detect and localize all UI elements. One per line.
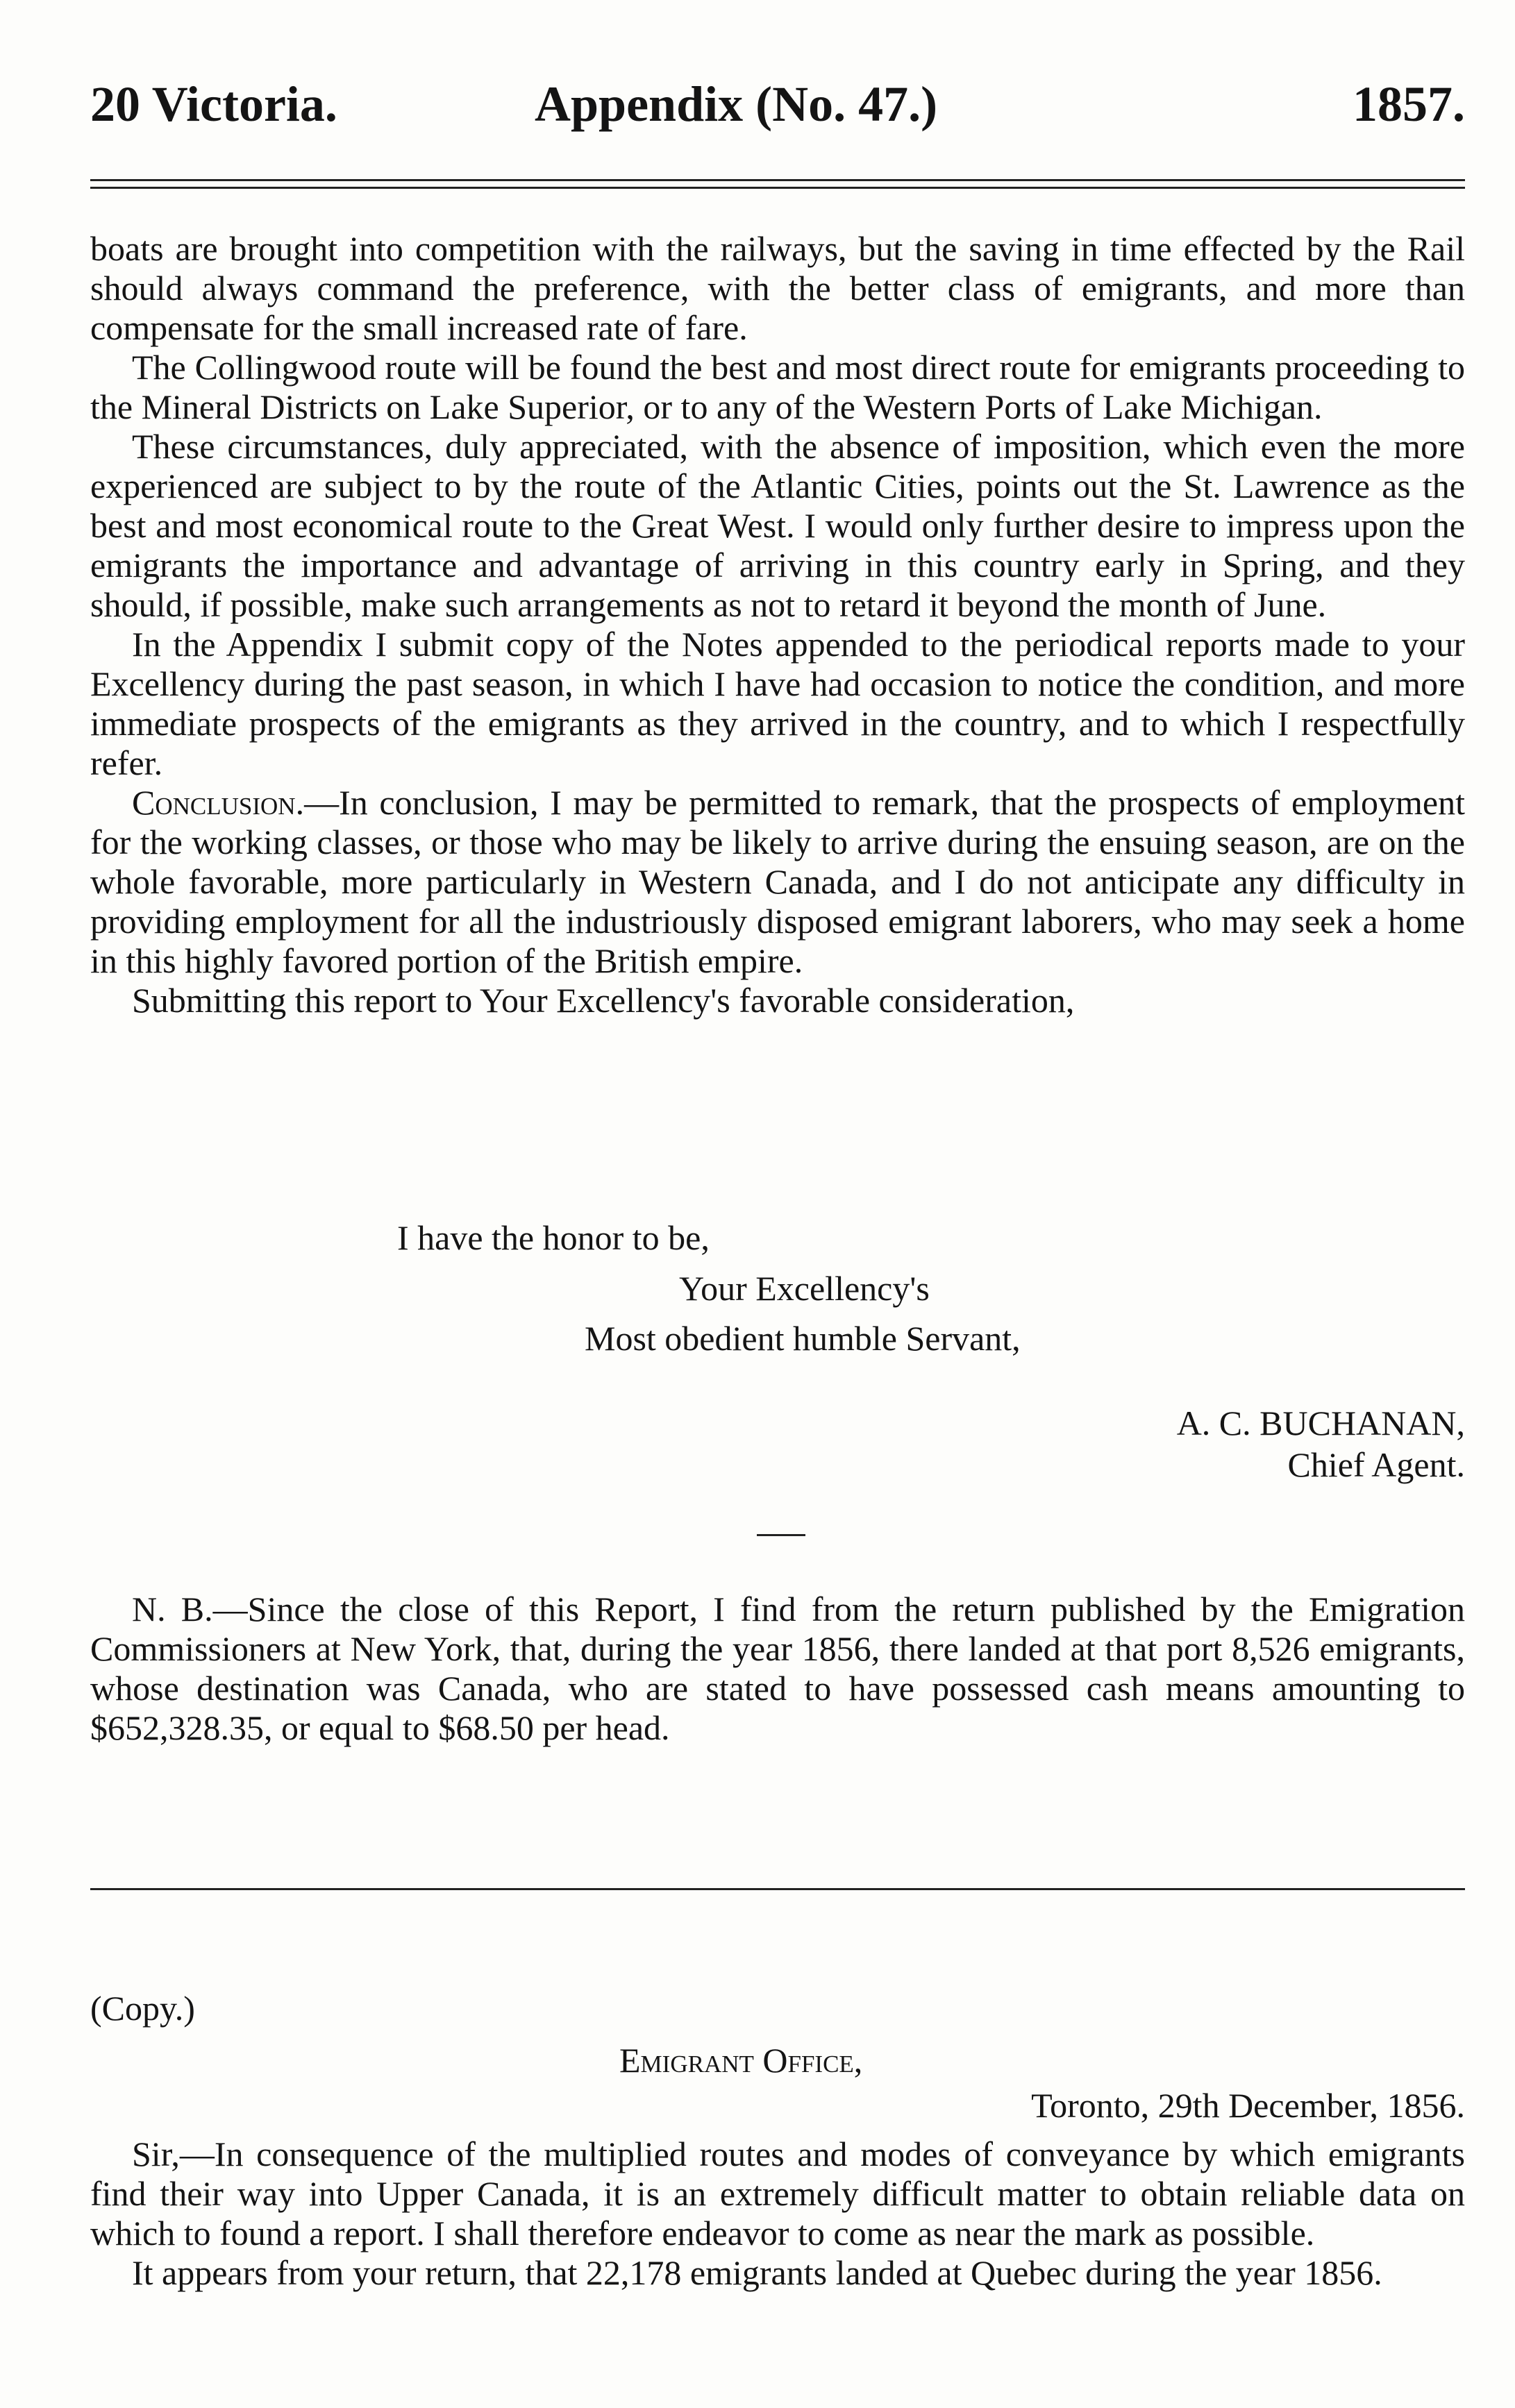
header-appendix: Appendix (No. 47.) bbox=[535, 76, 938, 132]
nb-paragraph: N. B.—Since the close of this Report, I find from the return published by the Emigration Commissioners at New York, that, during the year 1856, there landed at that port 8,526 emigrants, whose destination was Canada, who are stated to have possessed cash means amounting to $652,328.35, or equal to $68.50 per head. bbox=[90, 1590, 1465, 1747]
signature-name: A. C. BUCHANAN, bbox=[1176, 1404, 1465, 1442]
office-heading: Emigrant Office, bbox=[619, 2041, 863, 2080]
conclusion-heading: Conclusion. bbox=[132, 783, 305, 822]
paragraph-submitting: Submitting this report to Your Excellency's favorable consideration, bbox=[132, 981, 1075, 1020]
office-place-date: Toronto, 29th December, 1856. bbox=[1031, 2086, 1465, 2125]
header-year: 1857. bbox=[1353, 76, 1465, 132]
header-double-rule bbox=[90, 179, 1465, 189]
section-divider-rule bbox=[90, 1888, 1465, 1890]
nota-bene bbox=[90, 1590, 1465, 1748]
paragraph-conclusion bbox=[90, 783, 1465, 981]
letter-paragraph-2: It appears from your return, that 22,178 emigrants landed at Quebec during the year 1856. bbox=[132, 2253, 1382, 2292]
paragraph-appendix-notes: In the Appendix I submit copy of the Notes appended to the periodical reports made to your Excellency during the past season, in which I have had occasion to notice the condition, and more immediate prospects of the emigrants as they arrived in the country, and to which I respectfully refer. bbox=[90, 625, 1465, 782]
letter-body bbox=[90, 2135, 1465, 2293]
paragraph-rail-preference: boats are brought into competition with the railways, but the saving in time effected by the Rail should always command the preference, with the better class of emigrants, and more than compensate for the small increased rate of fare. bbox=[90, 229, 1465, 347]
closing-honor: I have the honor to be, bbox=[397, 1218, 710, 1257]
paragraph-st-lawrence-route: These circumstances, duly appreciated, with the absence of imposition, which even the more experienced are subject to by the route of the Atlantic Cities, points out the St. Lawrence as the best and most economical route to the Great West. I would only further desire to impress upon the emigrants the importance and advantage of arriving in this country early in Spring, and they should, if possible, make such arrangements as not to retard it beyond the month of June. bbox=[90, 427, 1465, 624]
copy-label: (Copy.) bbox=[90, 1989, 195, 2028]
report-body bbox=[90, 229, 1465, 1020]
signature-title: Chief Agent. bbox=[1287, 1445, 1465, 1484]
closing-excellency: Your Excellency's bbox=[679, 1269, 930, 1308]
closing-servant: Most obedient humble Servant, bbox=[585, 1319, 1021, 1358]
conclusion-text: —In conclusion, I may be permitted to remark, that the prospects of employment for the working classes, or those who may be likely to arrive during the ensuing season, are on the whole favorable, more particularly in Western Canada, and I do not anticipate any difficulty in providing employment for all the industriously disposed emigrant laborers, who may seek a home in this highly favored portion of the British empire. bbox=[90, 783, 1465, 980]
running-header bbox=[90, 66, 1465, 142]
section-short-rule bbox=[757, 1534, 805, 1536]
letter-paragraph-1: Sir,—In consequence of the multiplied routes and modes of conveyance by which emigrants find their way into Upper Canada, it is an extremely difficult matter to obtain reliable data on which to found a report. I shall therefore endeavor to come as near the mark as possible. bbox=[90, 2135, 1465, 2253]
paragraph-collingwood-route: The Collingwood route will be found the best and most direct route for emigrants proceeding to the Mineral Districts on Lake Superior, or to any of the Western Ports of Lake Michigan. bbox=[90, 348, 1465, 426]
header-session: 20 Victoria. bbox=[90, 76, 337, 132]
